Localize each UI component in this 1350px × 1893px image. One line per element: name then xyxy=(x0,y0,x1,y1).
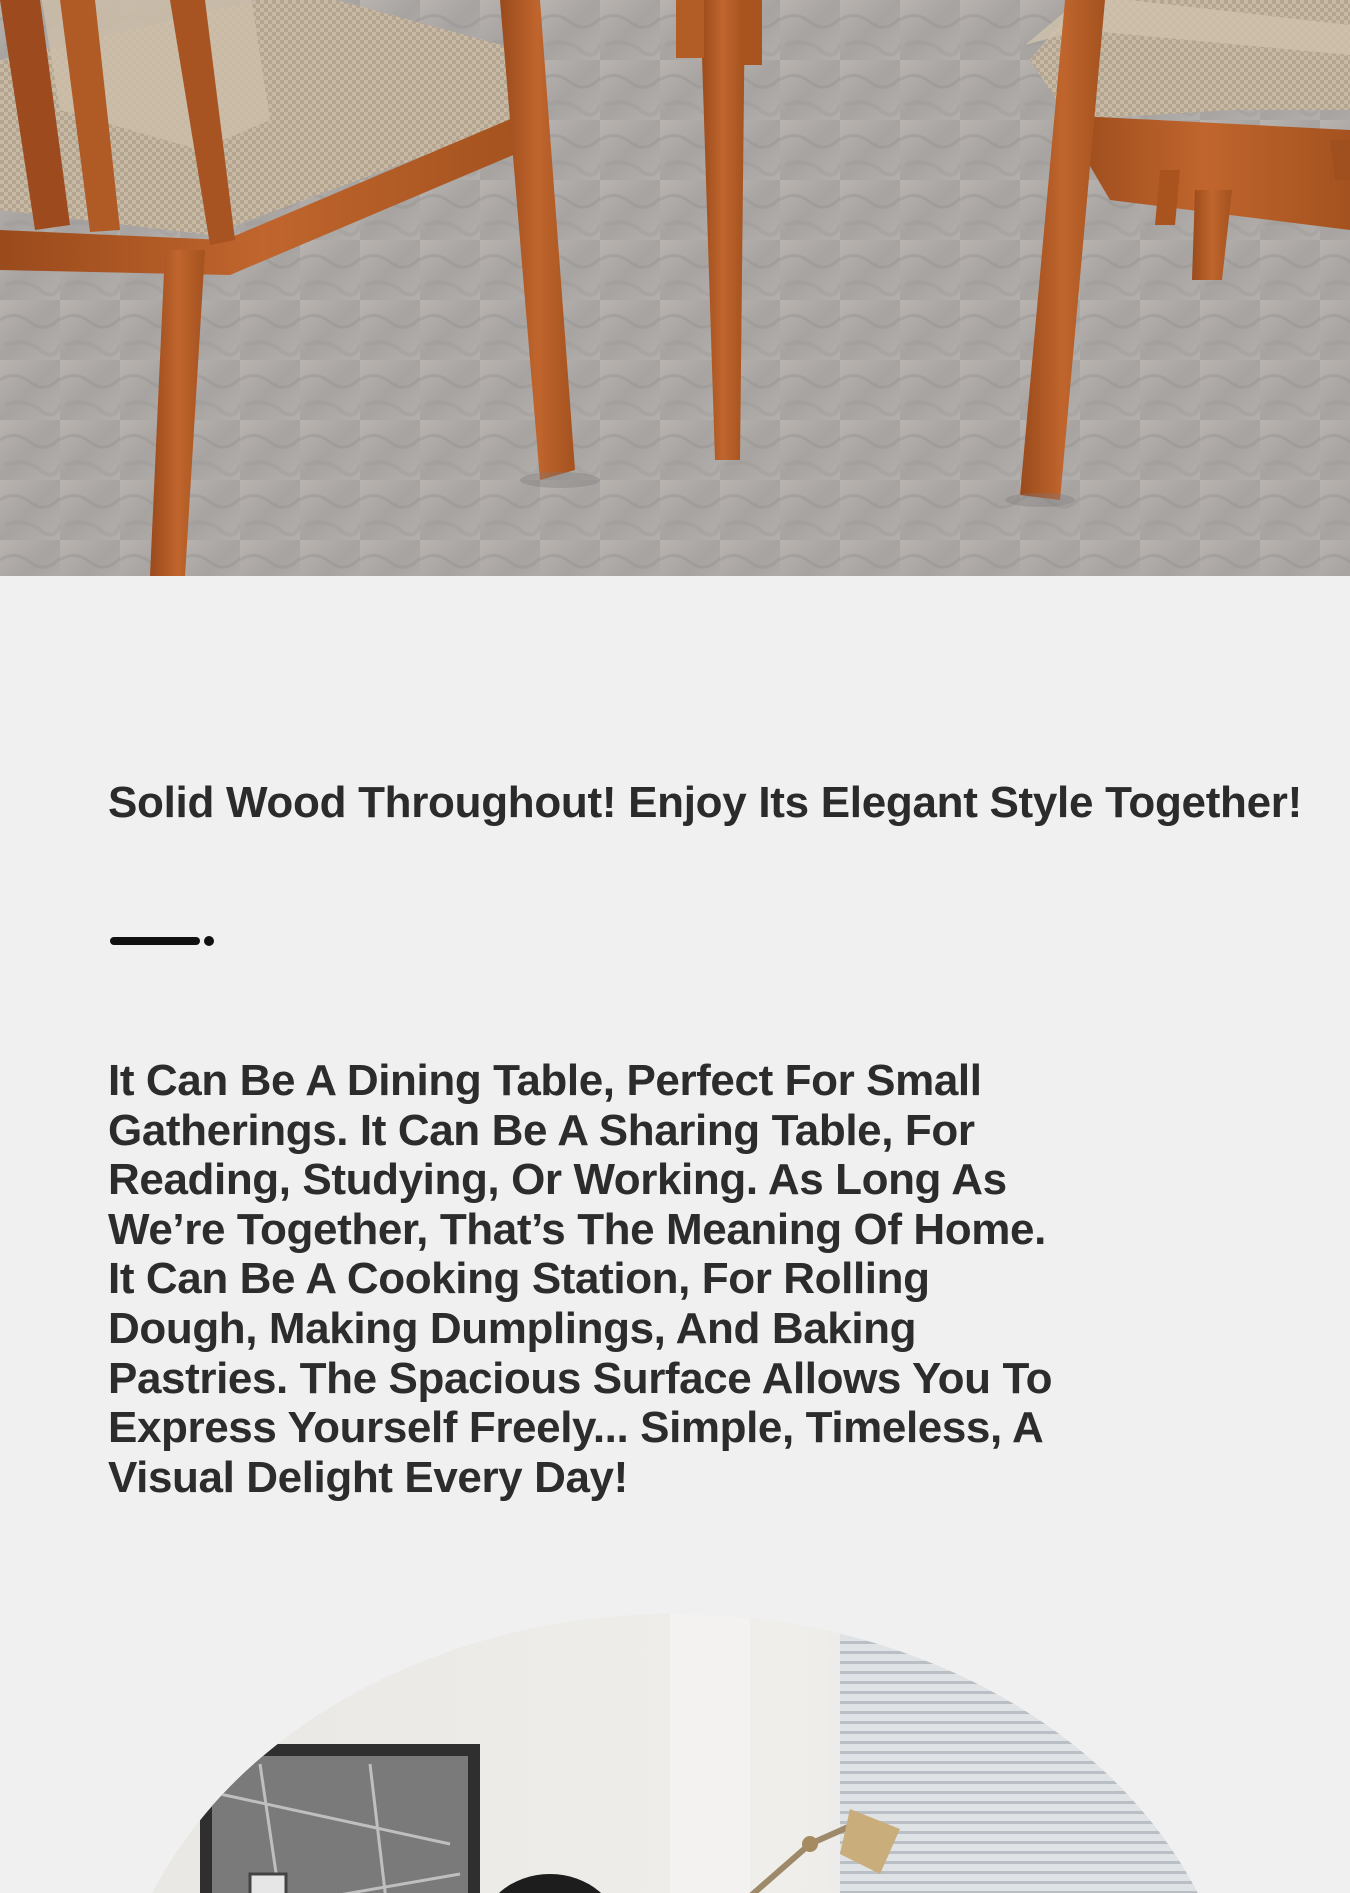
divider-dot xyxy=(204,936,214,946)
description-line: Reading, Studying, Or Working. As Long As xyxy=(108,1155,1007,1205)
hero-photo-chairs xyxy=(0,0,1350,576)
description-line: Dough, Making Dumplings, And Baking xyxy=(108,1303,917,1353)
description-paragraph xyxy=(108,1056,1098,1502)
description-line: It Can Be A Cooking Station, For Rolling xyxy=(108,1254,930,1304)
divider-bar xyxy=(110,937,200,945)
description-line: Pastries. The Spacious Surface Allows You To xyxy=(108,1353,1053,1403)
description-line: We’re Together, That’s The Meaning Of Home. xyxy=(108,1204,1046,1254)
lifestyle-photo-arch xyxy=(110,1614,1240,1893)
section-divider xyxy=(110,935,220,949)
description-line: Express Yourself Freely... Simple, Timeless, A xyxy=(108,1403,1044,1453)
description-line: Visual Delight Every Day! xyxy=(108,1452,628,1502)
description-line: Gatherings. It Can Be A Sharing Table, For xyxy=(108,1105,975,1155)
page-headline: Solid Wood Throughout! Enjoy Its Elegant Style Together! xyxy=(108,778,1302,827)
description-line: It Can Be A Dining Table, Perfect For Small xyxy=(108,1056,982,1105)
